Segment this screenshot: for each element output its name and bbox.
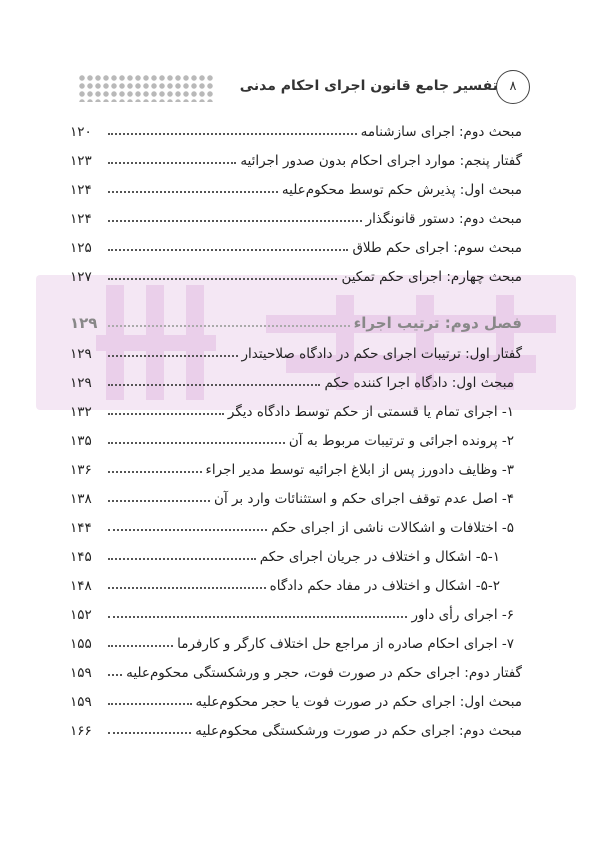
toc-chapter-entry <box>70 310 522 332</box>
toc-entry-page: ۱۵۵ <box>70 636 92 652</box>
toc-entry <box>70 234 522 256</box>
toc-entry <box>70 205 522 227</box>
toc-entry <box>70 147 522 169</box>
dot-pattern-ornament <box>78 74 214 102</box>
dot-leader <box>108 703 192 705</box>
dot-leader <box>108 645 173 647</box>
toc-entry-title: ۴- اصل عدم توقف اجرای حکم و استثنائات وارد بر آن <box>214 491 514 507</box>
toc-entry-title: گفتار پنجم: موارد اجرای احکام بدون صدور اجرائیه <box>240 153 522 169</box>
toc-entry-title: مبحث سوم: اجرای حکم طلاق <box>352 240 522 256</box>
dot-leader <box>108 133 357 135</box>
toc-entry-title: ۱- اجرای تمام یا قسمتی از حکم توسط دادگاه دیگر <box>227 404 514 420</box>
toc-chapter-page: ۱۲۹ <box>70 314 98 332</box>
toc-entry-page: ۱۲۴ <box>70 182 92 198</box>
toc-entry-page: ۱۶۶ <box>70 723 92 739</box>
toc-entry-title: ۲- پرونده اجرائی و ترتیبات مربوط به آن <box>288 433 514 449</box>
toc-entry <box>70 572 522 594</box>
toc-entry-page: ۱۳۵ <box>70 433 92 449</box>
toc-entry-page: ۱۳۲ <box>70 404 92 420</box>
toc-entry <box>70 340 522 362</box>
toc-entry-title: مبحث دوم: دستور قانونگذار <box>365 211 522 227</box>
dot-leader <box>108 587 266 589</box>
dot-leader <box>108 558 256 560</box>
toc-entry-title: گفتار دوم: اجرای حکم در صورت فوت، حجر و ورشکستگی محکوم‌علیه <box>126 665 522 681</box>
toc-entry-page: ۱۲۰ <box>70 124 92 140</box>
toc-entry <box>70 485 522 507</box>
dot-leader <box>108 529 267 531</box>
toc-entry <box>70 514 522 536</box>
toc-entry <box>70 263 522 285</box>
dot-leader <box>108 674 122 676</box>
page-header <box>0 0 600 110</box>
toc-entry-page: ۱۲۴ <box>70 211 92 227</box>
toc-entry-page: ۱۲۷ <box>70 269 92 285</box>
toc-entry-title: مبحث اول: پذیرش حکم توسط محکوم‌علیه <box>281 182 522 198</box>
dot-leader <box>108 325 350 327</box>
toc-entry-page: ۱۴۵ <box>70 549 92 565</box>
toc-entry-page: ۱۲۹ <box>70 375 92 391</box>
toc-entry-page: ۱۲۳ <box>70 153 92 169</box>
toc-entry-title: ۳- وظایف دادورز پس از ابلاغ اجرائیه توسط مدیر اجراء <box>205 462 514 478</box>
dot-leader <box>108 220 362 222</box>
dot-leader <box>108 278 337 280</box>
toc-entry-title: مبحث چهارم: اجرای حکم تمکین <box>341 269 522 285</box>
toc-entry <box>70 717 522 739</box>
dot-leader <box>108 413 224 415</box>
dot-leader <box>108 500 210 502</box>
toc-entry <box>70 688 522 710</box>
toc-entry-title: مبحث اول: دادگاه اجرا کننده حکم <box>324 375 514 391</box>
toc-entry-title: مبحث اول: اجرای حکم در صورت فوت یا حجر محکوم‌علیه <box>195 694 522 710</box>
toc-entry <box>70 630 522 652</box>
toc-entry <box>70 118 522 140</box>
dot-leader <box>108 384 320 386</box>
toc-entry-title: ۵- اختلافات و اشکالات ناشی از اجرای حکم <box>271 520 514 536</box>
toc-entry-page: ۱۵۲ <box>70 607 92 623</box>
toc-entry <box>70 398 522 420</box>
toc-entry-title: ۷- اجرای احکام صادره از مراجع حل اختلاف کارگر و کارفرما <box>177 636 514 652</box>
toc-entry <box>70 427 522 449</box>
dot-leader <box>108 471 202 473</box>
toc-entry-page: ۱۲۹ <box>70 346 92 362</box>
dot-leader <box>108 355 238 357</box>
dot-leader <box>108 442 285 444</box>
dot-leader <box>108 732 191 734</box>
toc-entry-title: ۵-۱- اشکال و اختلاف در جریان اجرای حکم <box>259 549 500 565</box>
toc-entry-page: ۱۴۸ <box>70 578 92 594</box>
toc-entry-title: مبحث دوم: اجرای حکم در صورت ورشکستگی محکوم‌علیه <box>195 723 522 739</box>
toc-entry-page: ۱۵۹ <box>70 665 92 681</box>
toc-entry <box>70 659 522 681</box>
dot-leader <box>108 249 348 251</box>
toc-entry <box>70 369 522 391</box>
dot-leader <box>108 162 236 164</box>
toc-entry-page: ۱۲۵ <box>70 240 92 256</box>
page-number: ۸ <box>496 70 530 104</box>
dot-leader <box>108 616 407 618</box>
toc-entry-page: ۱۵۹ <box>70 694 92 710</box>
toc-entry <box>70 601 522 623</box>
toc-entry-page: ۱۳۶ <box>70 462 92 478</box>
toc-chapter-title: فصل دوم: ترتیب اجراء <box>353 314 522 332</box>
toc-entry-title: مبحث دوم: اجرای سازشنامه <box>360 124 522 140</box>
toc-entry-page: ۱۳۸ <box>70 491 92 507</box>
toc-entry-page: ۱۴۴ <box>70 520 92 536</box>
dot-leader <box>108 191 278 193</box>
toc-entry <box>70 543 522 565</box>
toc-entry-title: ۵-۲- اشکال و اختلاف در مفاد حکم دادگاه <box>269 578 500 594</box>
toc-entry-title: گفتار اول: ترتیبات اجرای حکم در دادگاه صلاحیتدار <box>241 346 522 362</box>
running-title: تفسیر جامع قانون اجرای احکام مدنی <box>239 78 498 94</box>
toc-entry-title: ۶- اجرای رأی داور <box>411 607 514 623</box>
toc-entry <box>70 176 522 198</box>
toc-entry <box>70 456 522 478</box>
